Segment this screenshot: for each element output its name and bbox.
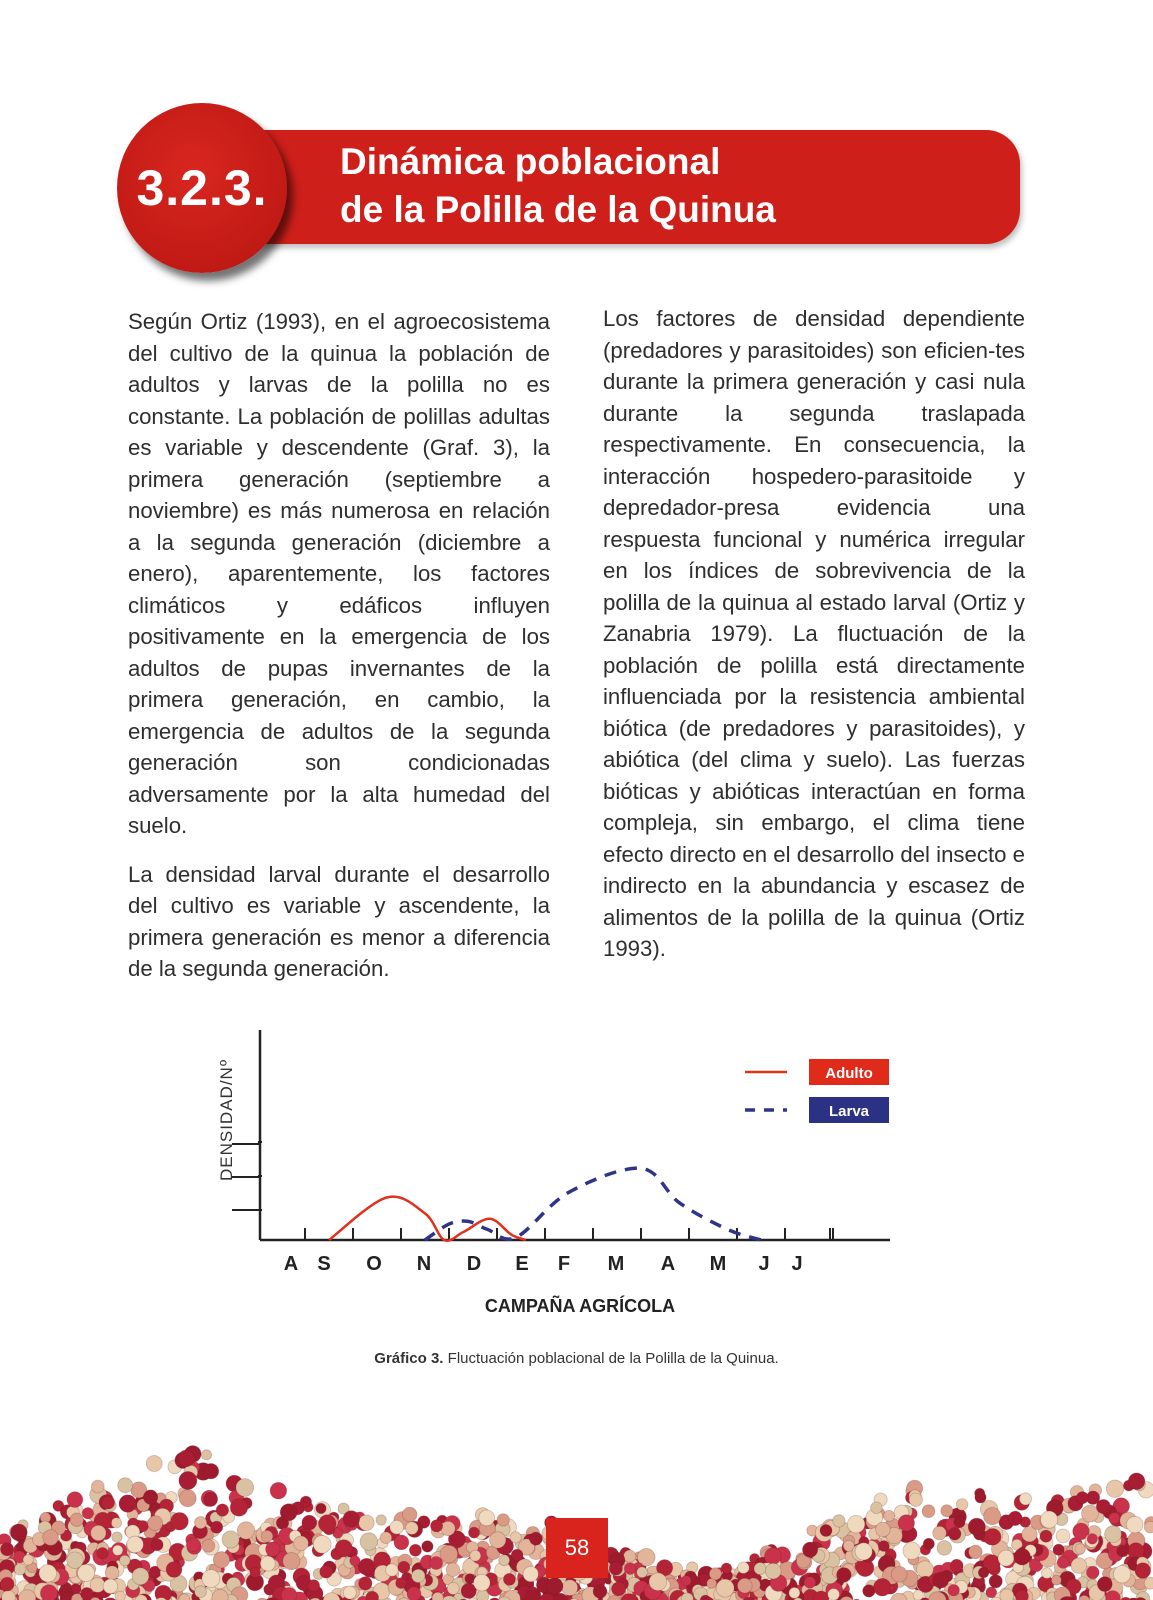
quinoa-seed [151, 1539, 163, 1551]
quinoa-seed [195, 1586, 207, 1598]
quinoa-seed [10, 1524, 27, 1541]
quinoa-seed [837, 1568, 852, 1583]
quinoa-seed [511, 1549, 523, 1561]
quinoa-seed [422, 1541, 433, 1552]
quinoa-seed [39, 1565, 57, 1583]
quinoa-seed [855, 1543, 872, 1560]
quinoa-seed [984, 1508, 1001, 1525]
section-title-line2: de la Polilla de la Quinua [340, 189, 776, 230]
x-tick-label: S [317, 1253, 331, 1275]
quinoa-seed [941, 1505, 953, 1517]
quinoa-seed [474, 1574, 491, 1591]
quinoa-seed [1019, 1493, 1031, 1505]
x-tick-label: N [416, 1253, 432, 1275]
section-number: 3.2.3. [136, 160, 268, 216]
x-tick-label: A [283, 1253, 299, 1275]
quinoa-seed [624, 1550, 636, 1562]
figure-caption [0, 1350, 1153, 1367]
quinoa-seed [546, 1578, 563, 1595]
quinoa-seed [499, 1555, 510, 1566]
quinoa-seed [764, 1548, 781, 1565]
quinoa-seed [390, 1520, 404, 1534]
quinoa-seed [386, 1564, 399, 1577]
quinoa-seed [1000, 1589, 1014, 1600]
legend-label-adulto: Adulto [825, 1065, 873, 1082]
left-paragraph-1: Según Ortiz (1993), en el agroecosistema del cultivo de la quinua la población de adultos y larvas de la polilla no es constante. La población de polillas adultas es variable y descendente (Graf. 3), la primera generación (septiembre a noviembre) es más numerosa en relación a la segunda generación (diciembre a enero), aparentemente, los factores climáticos y edáficos influyen positivamente en la emergencia de los adultos de pupas invernantes de la primera generación, en cambio, la emergencia de adultos de la segunda generación son condicionadas adversamente por la alta humedad del suelo. [128, 309, 550, 838]
quinoa-seed [202, 1539, 215, 1552]
quinoa-seed [529, 1532, 542, 1545]
quinoa-seed [490, 1532, 506, 1548]
x-tick-label: F [557, 1253, 571, 1275]
x-tick-label: J [758, 1253, 770, 1275]
quinoa-seed [477, 1590, 489, 1600]
quinoa-seed [1008, 1511, 1022, 1525]
quinoa-seed [230, 1499, 248, 1517]
quinoa-seed [120, 1555, 131, 1566]
quinoa-seed [40, 1585, 57, 1600]
quinoa-seed [1096, 1500, 1110, 1514]
quinoa-seed [103, 1579, 118, 1594]
quinoa-seed [1097, 1577, 1112, 1592]
quinoa-seed [302, 1515, 317, 1530]
quinoa-seed [681, 1576, 691, 1586]
quinoa-seed [1128, 1473, 1145, 1490]
quinoa-seed [308, 1580, 320, 1592]
quinoa-seed [969, 1545, 983, 1559]
quinoa-seed [236, 1479, 254, 1497]
quinoa-seed [171, 1513, 189, 1531]
quinoa-seed [313, 1536, 331, 1554]
quinoa-seed [14, 1563, 26, 1575]
x-tick-label: D [466, 1253, 482, 1275]
quinoa-seed [721, 1563, 732, 1574]
quinoa-seed [203, 1464, 218, 1479]
quinoa-seed [202, 1570, 220, 1588]
quinoa-seed [409, 1544, 421, 1556]
quinoa-seed [179, 1490, 196, 1507]
quinoa-seed [143, 1490, 157, 1504]
quinoa-seed [320, 1565, 333, 1578]
quinoa-seed [803, 1542, 818, 1557]
x-axis-label: CAMPAÑA AGRÍCOLA [484, 1296, 676, 1316]
quinoa-seed [523, 1566, 538, 1581]
quinoa-seed [446, 1563, 460, 1577]
quinoa-seed [91, 1480, 104, 1493]
quinoa-seed [441, 1521, 455, 1535]
quinoa-seed [115, 1591, 125, 1600]
section-title [340, 138, 1000, 234]
quinoa-seed [78, 1564, 95, 1581]
quinoa-seed [102, 1496, 115, 1509]
x-tick-label: J [791, 1253, 803, 1275]
quinoa-seed [222, 1531, 239, 1548]
quinoa-seed [593, 1585, 607, 1599]
quinoa-seed [195, 1517, 207, 1529]
quinoa-seed [709, 1568, 721, 1580]
page-number [546, 1518, 608, 1578]
quinoa-seed [179, 1472, 197, 1490]
quinoa-seed [716, 1579, 734, 1597]
quinoa-seed [1109, 1513, 1120, 1524]
quinoa-seed [469, 1527, 480, 1538]
quinoa-seed [360, 1533, 378, 1551]
quinoa-seed [204, 1492, 218, 1506]
quinoa-seed [871, 1502, 883, 1514]
quinoa-seed [1126, 1516, 1143, 1533]
quinoa-seed [1087, 1566, 1100, 1579]
quinoa-seed [118, 1478, 133, 1493]
quinoa-seed [132, 1568, 149, 1585]
x-tick-label: M [709, 1253, 727, 1275]
quinoa-seed [316, 1503, 326, 1513]
quinoa-seed [237, 1522, 254, 1539]
quinoa-seed [737, 1578, 752, 1593]
quinoa-seed [294, 1536, 309, 1551]
quinoa-seed [978, 1567, 989, 1578]
quinoa-seed [2, 1590, 16, 1600]
section-number-badge [117, 103, 287, 273]
quinoa-seed [343, 1511, 360, 1528]
quinoa-seed [1041, 1511, 1058, 1528]
quinoa-seed [1076, 1492, 1088, 1504]
quinoa-seed [430, 1557, 443, 1570]
quinoa-seed [1051, 1575, 1061, 1585]
quinoa-seed [250, 1567, 260, 1577]
quinoa-seed [447, 1583, 459, 1595]
quinoa-seed [394, 1535, 409, 1550]
quinoa-seed [876, 1522, 891, 1537]
quinoa-seed [431, 1520, 443, 1532]
quinoa-seed [67, 1492, 83, 1508]
quinoa-seed [1, 1543, 14, 1556]
quinoa-seed [804, 1577, 816, 1589]
quinoa-seed [989, 1575, 1002, 1588]
quinoa-seed [968, 1518, 985, 1535]
quinoa-seed [922, 1505, 935, 1518]
section-title-line1: Dinámica poblacional [340, 141, 721, 182]
quinoa-seed [407, 1587, 421, 1600]
quinoa-seed [1071, 1558, 1087, 1574]
quinoa-seed [898, 1515, 914, 1531]
quinoa-seed [1056, 1529, 1070, 1543]
quinoa-seed [998, 1550, 1014, 1566]
quinoa-seed [380, 1532, 392, 1544]
chart-svg [200, 1030, 920, 1330]
quinoa-seed [166, 1562, 182, 1578]
quinoa-seed [937, 1541, 952, 1556]
quinoa-seed [280, 1504, 297, 1521]
quinoa-seed [879, 1541, 890, 1552]
quinoa-seed [933, 1526, 947, 1540]
quinoa-seed [954, 1516, 965, 1527]
quinoa-seed [211, 1521, 223, 1533]
quinoa-seed [82, 1508, 93, 1519]
quinoa-seed [956, 1499, 968, 1511]
quinoa-seed [43, 1530, 59, 1546]
quinoa-seed [178, 1450, 195, 1467]
quinoa-seed [112, 1532, 122, 1542]
quinoa-seed [1082, 1505, 1099, 1522]
quinoa-seed [609, 1562, 622, 1575]
left-paragraph-2: La densidad larval durante el desarrollo del cultivo es variable y ascendente, la primera generación es menor a diferencia de la segunda generación. [128, 861, 550, 981]
quinoa-seed [1015, 1590, 1028, 1600]
quinoa-seed [789, 1587, 800, 1598]
left-column [128, 306, 550, 1002]
quinoa-seed [146, 1456, 162, 1472]
quinoa-seed [913, 1590, 923, 1600]
y-axis-label: DENSIDAD/Nº [217, 1058, 236, 1182]
quinoa-seed [81, 1588, 94, 1600]
quinoa-seed [1014, 1548, 1031, 1565]
quinoa-seed [366, 1591, 379, 1600]
page-number-text: 58 [564, 1535, 590, 1560]
quinoa-seed [281, 1588, 297, 1600]
quinoa-seed [828, 1589, 840, 1600]
quinoa-seed [186, 1538, 200, 1552]
quinoa-seed [1117, 1545, 1129, 1557]
quinoa-seed [874, 1578, 892, 1596]
quinoa-seed [97, 1548, 108, 1559]
quinoa-seed [479, 1510, 495, 1526]
quinoa-seed [765, 1563, 781, 1579]
quinoa-seed [402, 1507, 417, 1522]
x-tick-label: E [515, 1253, 529, 1275]
quinoa-seed [903, 1542, 920, 1559]
quinoa-seed [432, 1592, 443, 1600]
quinoa-seed [111, 1518, 121, 1528]
quinoa-seed [319, 1515, 337, 1533]
quinoa-seed [358, 1558, 375, 1575]
quinoa-seed [933, 1572, 949, 1588]
quinoa-seed [1135, 1563, 1151, 1579]
quinoa-seed [1144, 1577, 1153, 1589]
quinoa-seed [754, 1563, 766, 1575]
quinoa-seed [412, 1569, 425, 1582]
x-tick-label: O [366, 1253, 382, 1275]
quinoa-seed [261, 1530, 273, 1542]
quinoa-seed [260, 1556, 275, 1571]
quinoa-seed [70, 1513, 83, 1526]
quinoa-seed [833, 1515, 845, 1527]
quinoa-seed [266, 1542, 280, 1556]
quinoa-seed [1042, 1568, 1053, 1579]
quinoa-seed [283, 1553, 300, 1570]
x-tick-label: M [607, 1253, 625, 1275]
quinoa-seed [649, 1573, 667, 1591]
quinoa-seed [562, 1580, 578, 1596]
quinoa-seed [820, 1525, 832, 1537]
quinoa-seed [884, 1510, 895, 1521]
right-column [603, 303, 1025, 982]
quinoa-seed [1040, 1530, 1052, 1542]
quinoa-seed [105, 1566, 119, 1580]
quinoa-seed [637, 1567, 648, 1578]
quinoa-seed [396, 1578, 407, 1589]
quinoa-seed [398, 1561, 410, 1573]
quinoa-seed [1113, 1566, 1130, 1583]
quinoa-seed [950, 1559, 963, 1572]
quinoa-seed [440, 1545, 458, 1563]
x-tick-label: A [660, 1253, 676, 1275]
quinoa-seed [23, 1555, 33, 1565]
quinoa-seed [909, 1493, 922, 1506]
quinoa-seed [1144, 1521, 1153, 1533]
quinoa-seed [1057, 1556, 1069, 1568]
quinoa-seed [113, 1545, 123, 1555]
quinoa-seed [948, 1585, 959, 1596]
quinoa-seed [0, 1577, 14, 1591]
quinoa-seed [891, 1566, 907, 1582]
right-paragraph-1: Los factores de densidad dependiente (predadores y parasitoides) son eficien-tes durante la primera generación y casi nula durante la segunda traslapada respectivamente. En consecuencia, la interacción hospedero-parasitoide y depredador-presa evidencia una respuesta funcional y numérica irregular en los índices de sobrevivencia de la polilla de la quinua al estado larval (Ortiz y Zanabria 1979). La fluctuación de la población de polilla está directamente influenciada por la resistencia ambiental biótica (de predadores y parasitoides), y abiótica (del clima y suelo). Las fuerzas bióticas y abióticas interactúan en forma compleja, sin embargo, el clima tiene efecto directo en el desarrollo del insecto e indirecto en la abundancia y escasez de alimentos de la polilla de la quinua (Ortiz 1993). [603, 306, 1025, 961]
quinoa-seed [343, 1586, 356, 1599]
quinoa-seed [376, 1515, 386, 1525]
quinoa-seed [975, 1492, 986, 1503]
quinoa-seed [847, 1515, 865, 1533]
quinoa-seed [984, 1529, 1001, 1546]
quinoa-seed [510, 1532, 521, 1543]
quinoa-seed [119, 1495, 136, 1512]
quinoa-seed [127, 1536, 144, 1553]
quinoa-seed [148, 1516, 163, 1531]
quinoa-seed [270, 1482, 287, 1499]
quinoa-seed [1075, 1544, 1085, 1554]
quinoa-seed [923, 1538, 934, 1549]
quinoa-seed [1105, 1526, 1122, 1543]
quinoa-seed [612, 1582, 626, 1596]
quinoa-seed [91, 1525, 106, 1540]
quinoa-seed [1087, 1534, 1097, 1544]
population-chart [200, 1030, 920, 1330]
quinoa-seed [359, 1577, 372, 1590]
quinoa-seed [201, 1450, 211, 1460]
quinoa-seed [948, 1528, 961, 1541]
quinoa-seed [335, 1540, 352, 1557]
caption-text: Fluctuación poblacional de la Polilla de la Quinua. [447, 1350, 779, 1367]
quinoa-seed [503, 1573, 515, 1585]
quinoa-seed [470, 1550, 481, 1561]
quinoa-seed [359, 1515, 375, 1531]
quinoa-seed [216, 1504, 228, 1516]
quinoa-seed [1106, 1480, 1123, 1497]
quinoa-seed [350, 1556, 360, 1566]
quinoa-seed [405, 1522, 418, 1535]
quinoa-seed [738, 1562, 750, 1574]
legend-label-larva: Larva [828, 1103, 870, 1120]
quinoa-seed [300, 1496, 311, 1507]
quinoa-seed [497, 1514, 509, 1526]
caption-label: Gráfico 3. [374, 1350, 444, 1367]
quinoa-seed [624, 1563, 636, 1575]
